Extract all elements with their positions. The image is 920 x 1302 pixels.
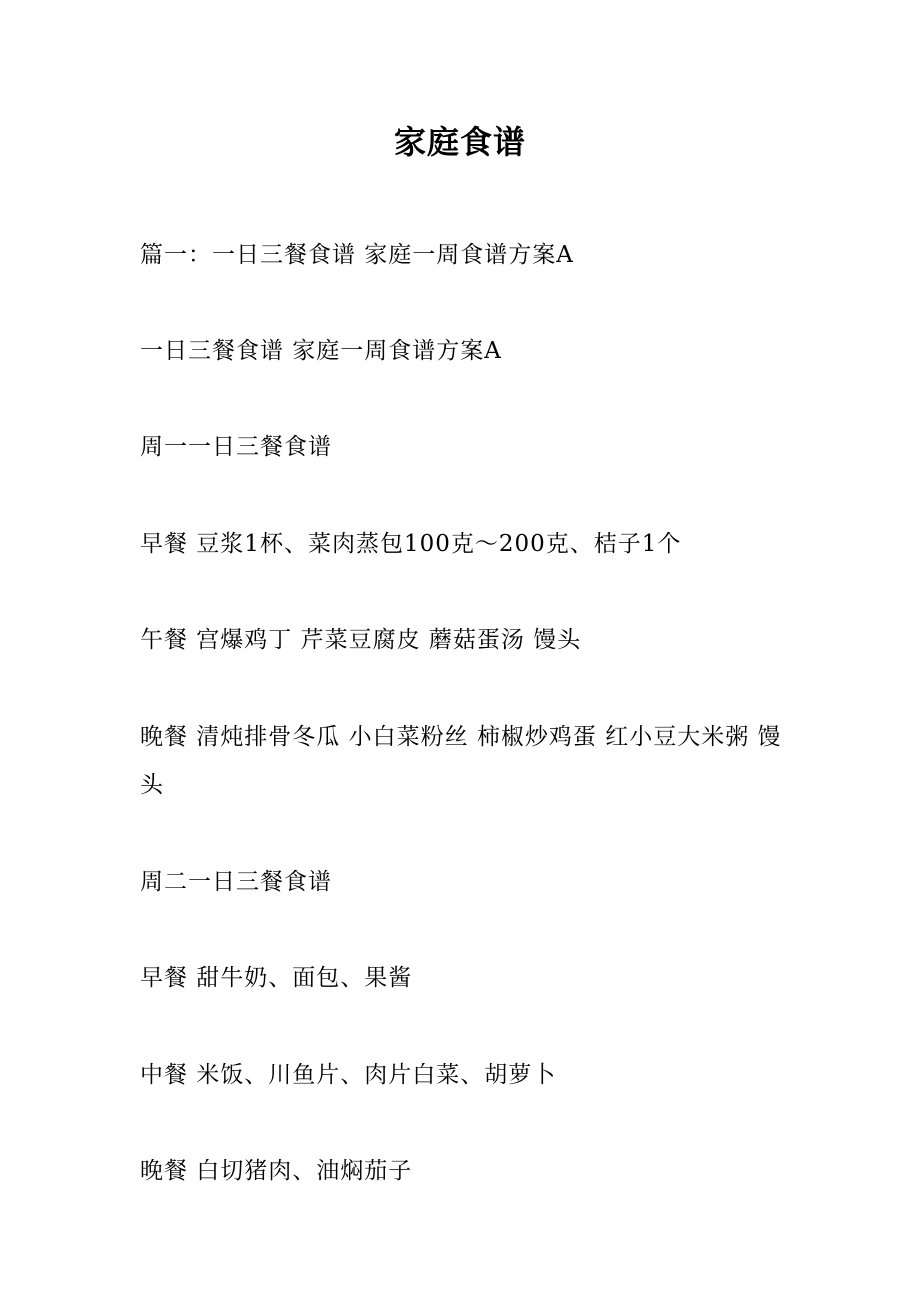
meal-breakfast-monday: 早餐 豆浆1杯、菜肉蒸包100克～200克、桔子1个 xyxy=(140,531,682,557)
subtitle-line: 一日三餐食谱 家庭一周食谱方案A xyxy=(140,338,502,364)
day-heading-tuesday: 周二一日三餐食谱 xyxy=(140,869,332,895)
meal-breakfast-tuesday: 早餐 甜牛奶、面包、果酱 xyxy=(140,965,413,991)
section-heading: 篇一：一日三餐食谱 家庭一周食谱方案A xyxy=(140,242,574,268)
meal-lunch-monday: 午餐 宫爆鸡丁 芹菜豆腐皮 蘑菇蛋汤 馒头 xyxy=(140,627,582,653)
meal-dinner-monday: 晚餐 清炖排骨冬瓜 小白菜粉丝 柿椒炒鸡蛋 红小豆大米粥 馒头 xyxy=(140,724,782,798)
document-title: 家庭食谱 xyxy=(393,123,526,161)
meal-lunch-tuesday: 中餐 米饭、川鱼片、肉片白菜、胡萝卜 xyxy=(140,1062,557,1088)
day-heading-monday: 周一一日三餐食谱 xyxy=(140,434,332,460)
meal-dinner-tuesday: 晚餐 白切猪肉、油焖茄子 xyxy=(140,1158,413,1184)
